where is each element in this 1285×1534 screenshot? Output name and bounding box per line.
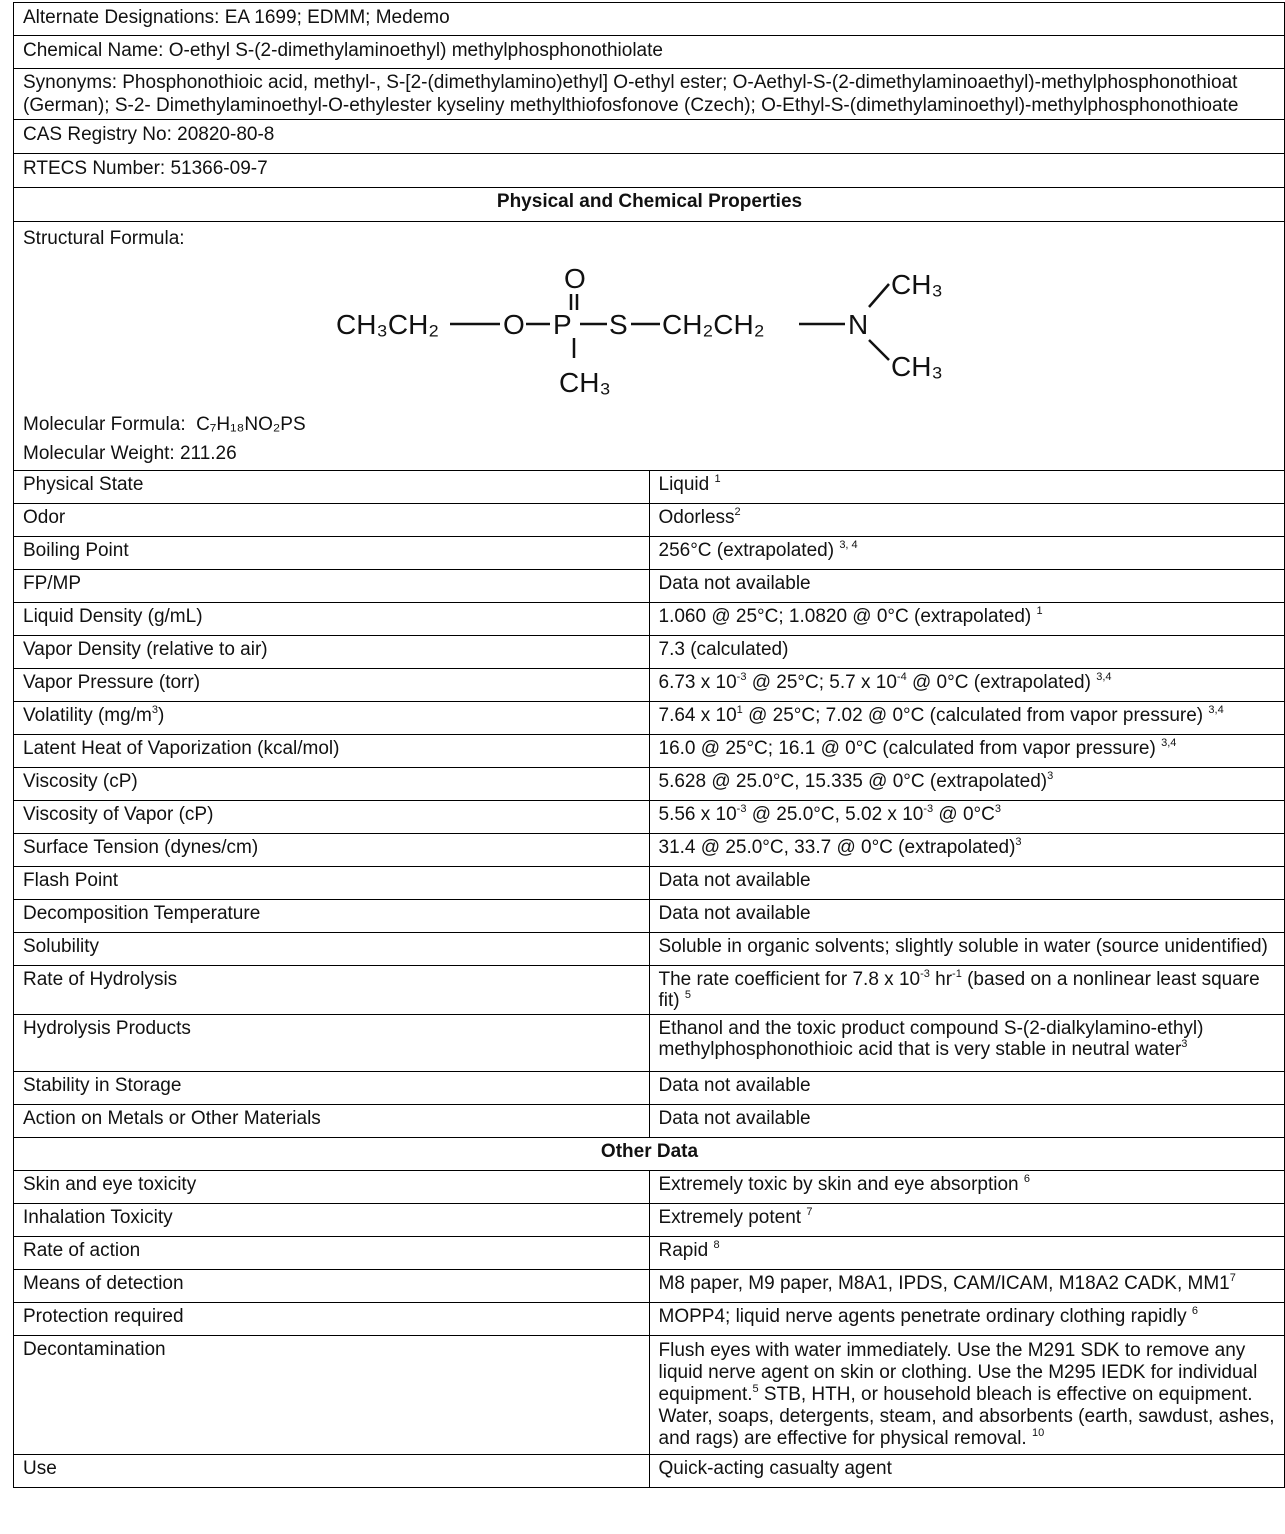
property-label: Viscosity (cP): [14, 768, 650, 801]
lower-methyl: CH₃: [891, 351, 943, 382]
property-value: Data not available: [649, 1072, 1285, 1105]
oxygen-top-atom: O: [564, 263, 586, 294]
property-value: 5.56 x $10^{-3}$ @ 25.0°C, 5.02 x $10^{-3}$ @ $0^\circ C^3$: [649, 801, 1285, 834]
methyl-on-phosphorus: CH₃: [559, 367, 611, 398]
property-value: Extremely potent $^7$: [649, 1204, 1285, 1237]
property-label: Use: [14, 1455, 650, 1488]
property-value: Data not available: [649, 867, 1285, 900]
molecular-formula-label: Molecular Formula:: [23, 414, 186, 435]
property-label: Odor: [14, 504, 650, 537]
property-label: Flash Point: [14, 867, 650, 900]
synonyms: Synonyms: Phosphonothioic acid, methyl-, S-[2-(dimethylamino)ethyl] O-ethyl ester; O-Aethyl-S-(2-dimethylaminoaethyl)-methylphosphonothioat (German); S-2- Dimethylaminoethyl-O-ethylester kyseliny methylthiofosfonove (Czech); O-Ethyl-S-(dimethylaminoethyl)-methylphosphonothioate: [14, 69, 1285, 120]
nitrogen-atom: N: [848, 309, 869, 340]
bond-nitrogen-lower-methyl: [869, 340, 889, 360]
structure-cell: [14, 222, 1285, 471]
upper-methyl: CH₃: [891, 269, 943, 300]
property-label: Action on Metals or Other Materials: [14, 1105, 650, 1138]
property-label: Surface Tension (dynes/cm): [14, 834, 650, 867]
property-label: Boiling Point: [14, 537, 650, 570]
property-label: Inhalation Toxicity: [14, 1204, 650, 1237]
alternate-designations: Alternate Designations: EA 1699; EDMM; Medemo: [14, 3, 1285, 36]
structural-formula-label: Structural Formula:: [23, 228, 185, 249]
agent-data-sheet: [13, 2, 1285, 1488]
structural-formula-diagram: [23, 252, 1277, 410]
property-value: 16.0 @ 25°C; 16.1 @ 0°C (calculated from vapor pressure) $^{3,4}$: [649, 735, 1285, 768]
cas-registry-number: CAS Registry No: 20820-80-8: [14, 120, 1285, 154]
property-value: 256°C (extrapolated) $^{3, 4}$: [649, 537, 1285, 570]
oxygen-atom: O: [503, 309, 525, 340]
property-value: M8 paper, M9 paper, M8A1, IPDS, CAM/ICAM, M18A2 CADK, $MM1^7$: [649, 1270, 1285, 1303]
molecular-formula-value: C₇H₁₈NO₂PS: [196, 414, 306, 435]
property-label: Skin and eye toxicity: [14, 1171, 650, 1204]
property-label: Vapor Density (relative to air): [14, 636, 650, 669]
property-label: Stability in Storage: [14, 1072, 650, 1105]
property-value: Ethanol and the toxic product compound S-(2-dialkylamino-ethyl) methylphosphonothioic acid that is very stable in neutral water$^3$: [649, 1015, 1285, 1072]
property-label: Protection required: [14, 1303, 650, 1336]
section-header-physical: Physical and Chemical Properties: [14, 188, 1285, 222]
molecular-weight: Molecular Weight: 211.26: [23, 443, 237, 464]
property-value: Extremely toxic by skin and eye absorption $^6$: [649, 1171, 1285, 1204]
property-label: Rate of action: [14, 1237, 650, 1270]
property-label: Vapor Pressure (torr): [14, 669, 650, 702]
property-value: 31.4 @ 25.0°C, 33.7 @ 0°C (extrapolated)$^3$: [649, 834, 1285, 867]
property-value: Rapid $^8$: [649, 1237, 1285, 1270]
property-value: Quick-acting casualty agent: [649, 1455, 1285, 1488]
property-label: Liquid Density (g/mL): [14, 603, 650, 636]
ethylene-group: CH₂CH₂: [662, 309, 765, 340]
property-label: Volatility $(mg/m^3)$: [14, 702, 650, 735]
section-header-other: Other Data: [14, 1138, 1285, 1171]
property-value: Odorless$^2$: [649, 504, 1285, 537]
property-label: Viscosity of Vapor (cP): [14, 801, 650, 834]
molecular-formula: [23, 410, 1275, 440]
property-value: 7.3 (calculated): [649, 636, 1285, 669]
phosphorus-atom: P: [553, 309, 572, 340]
bond-nitrogen-upper-methyl: [869, 284, 889, 307]
property-label: Decomposition Temperature: [14, 900, 650, 933]
property-value: 5.628 @ 25.0°C, 15.335 @ 0°C (extrapolated)$^3$: [649, 768, 1285, 801]
property-label: Rate of Hydrolysis: [14, 966, 650, 1015]
property-label: Means of detection: [14, 1270, 650, 1303]
rtecs-number: RTECS Number: 51366-09-7: [14, 154, 1285, 188]
property-label: Hydrolysis Products: [14, 1015, 650, 1072]
property-value: Data not available: [649, 900, 1285, 933]
property-label: Latent Heat of Vaporization (kcal/mol): [14, 735, 650, 768]
property-value: The rate coefficient for 7.8 x $10^{-3}$ $hr^{-1}$ (based on a nonlinear least square fit) $^5$: [649, 966, 1285, 1015]
property-value: 1.060 @ 25°C; 1.0820 @ 0°C (extrapolated) $^1$: [649, 603, 1285, 636]
property-label: Physical State: [14, 471, 650, 504]
sulfur-atom: S: [609, 309, 628, 340]
property-value: 6.73 x $10^{-3}$ @ 25°C; 5.7 x $10^{-4}$ @ 0°C (extrapolated) $^{3,4}$: [649, 669, 1285, 702]
property-value: Flush eyes with water immediately. Use the M291 SDK to remove any liquid nerve agent on skin or clothing. Use the M295 IEDK for individual equipment.$^5$ STB, HTH, or household bleach is effective on equipment. Water, soaps, detergents, steam, and absorbents (earth, sawdust, ashes, and rags) are effective for physical removal. $^{10}$: [649, 1336, 1285, 1455]
chemical-name: Chemical Name: O-ethyl S-(2-dimethylaminoethyl) methylphosphonothiolate: [14, 36, 1285, 69]
property-value: MOPP4; liquid nerve agents penetrate ordinary clothing rapidly $^6$: [649, 1303, 1285, 1336]
property-value: 7.64 x $10^1$ @ 25°C; 7.02 @ 0°C (calculated from vapor pressure) $^{3,4}$: [649, 702, 1285, 735]
property-label: Decontamination: [14, 1336, 650, 1455]
ethyl-group: CH₃CH₂: [336, 309, 440, 340]
property-value: Soluble in organic solvents; slightly soluble in water (source unidentified): [649, 933, 1285, 966]
property-value: Liquid $^1$: [649, 471, 1285, 504]
property-value: Data not available: [649, 1105, 1285, 1138]
property-label: Solubility: [14, 933, 650, 966]
property-label: FP/MP: [14, 570, 650, 603]
property-value: Data not available: [649, 570, 1285, 603]
